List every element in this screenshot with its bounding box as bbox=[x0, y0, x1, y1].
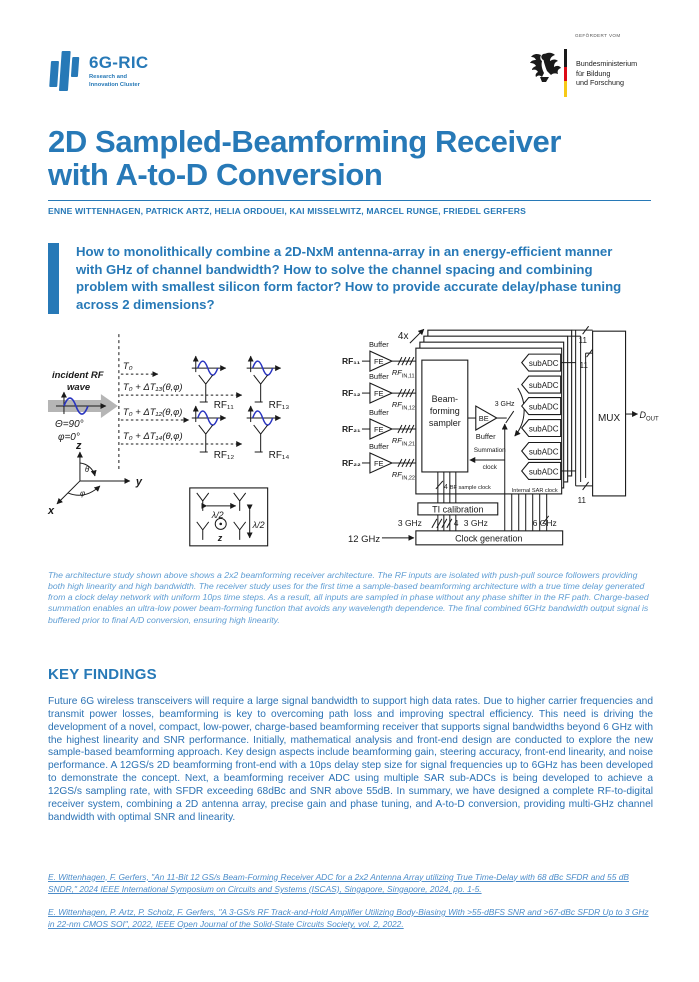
ti-calibration-block bbox=[417, 502, 497, 514]
summation-clock-label-2: clock bbox=[482, 463, 497, 471]
antenna-label-rf12: RF₁₂ bbox=[213, 449, 235, 461]
dout-label-base: D bbox=[639, 409, 646, 420]
bus-width-label-1: 11 bbox=[578, 335, 587, 345]
buffer-label-4: Buffer bbox=[368, 441, 389, 451]
bmbf-funding-logo bbox=[527, 33, 655, 99]
subadc-label-6: subADC bbox=[528, 466, 559, 476]
accent-bar bbox=[48, 243, 59, 313]
axis-y-label: y bbox=[135, 475, 142, 488]
spacing-horizontal-label: λ/2 bbox=[211, 509, 224, 520]
clock-generation-block bbox=[348, 530, 563, 544]
antenna-rf14 bbox=[247, 406, 281, 452]
subadc-label-2: subADC bbox=[528, 380, 559, 390]
antenna-label-rf11: RF₁₁ bbox=[213, 399, 234, 411]
rf-input-label-12: RF₁₂ bbox=[341, 387, 361, 398]
sar-clock-label: Internal SAR clock bbox=[511, 487, 558, 494]
multiplier-arrow bbox=[409, 329, 423, 343]
be-buffer-label: Buffer bbox=[475, 431, 496, 441]
reference-clock-label: 12 GHz bbox=[347, 533, 380, 545]
buffer-label-2: Buffer bbox=[368, 371, 389, 381]
svg-text:RFIN,12 bbox=[391, 400, 414, 411]
switch-clock-label: 3 GHz bbox=[494, 400, 515, 408]
bf-clock-bus-label: 4 bbox=[443, 483, 448, 491]
sampler-label-3: sampler bbox=[428, 417, 461, 428]
sampler-label-2: forming bbox=[429, 405, 460, 416]
net-label-sub-3: IN,21 bbox=[401, 440, 415, 447]
reference-link-2[interactable]: E. Wittenhagen, P. Artz, P. Scholz, F. Gerfers, "A 3-GS/s RF Track-and-Hold Amplifier Utilizing Body-Biasing With >55-dBFS SNR and >67-dBc SFDR Up to 3 GHz in 22-nm CMOS SOI", 2022, IEEE Open Journal of the Solid-State Circuits Society, vol. 2, 2022. bbox=[48, 906, 649, 930]
phi-value-label: φ=0° bbox=[57, 431, 80, 443]
net-label-base-1: RF bbox=[391, 367, 402, 377]
antenna-rf12 bbox=[192, 406, 226, 452]
bus-width-label-2: 11 bbox=[579, 360, 588, 370]
fe-label-4: FE bbox=[373, 458, 384, 468]
page-title bbox=[48, 125, 651, 191]
reference-link-1[interactable]: E. Wittenhagen, F. Gerfers, "An 11-Bit 12 GS/s Beam-Forming Receiver ADC for a 2x2 Antenna Array utilizing True Time-Delay with 68 dBc SFDR and 55 dB SNDR," 2024 IEEE International Symposium on Circuits and Systems (ISCAS), Singapore, Singapore, 2024, pp. 1-5. bbox=[48, 871, 629, 894]
bf-clock-label: BF sample clock bbox=[449, 484, 491, 491]
delay-label-0: T₀ bbox=[122, 360, 133, 372]
delay-label-1: T₀ + ΔT₁₃(θ,φ) bbox=[122, 381, 183, 393]
theta-value-label: Θ=90° bbox=[54, 418, 84, 430]
subadc-label-3: subADC bbox=[528, 402, 559, 412]
funding-kicker: GEFÖRDERT VOM bbox=[575, 33, 621, 38]
incident-wave-label-2: wave bbox=[66, 381, 91, 393]
bus-width-label-3: 11 bbox=[577, 495, 586, 505]
input-channels bbox=[342, 340, 416, 481]
clock-bus-label: 4 bbox=[453, 517, 459, 528]
antenna-label-rf13: RF₁₃ bbox=[268, 399, 290, 411]
sampler-label-1: Beam- bbox=[431, 393, 458, 404]
brand-name: 6G-RIC bbox=[89, 53, 149, 72]
delay-label-3: T₀ + ΔT₁₄(θ,φ) bbox=[122, 430, 183, 442]
rf-input-label-11: RF₁₁ bbox=[341, 355, 360, 366]
mux-label: MUX bbox=[597, 412, 620, 424]
clock-generation-label: Clock generation bbox=[454, 532, 522, 543]
research-question-text: How to monolithically combine a 2D-NxM antenna-array in an energy-efficient manner with GHz of channel bandwidth? How to solve the channel spacing and combining problem with smallest silicon form factor? How to provide accurate delay/phase tuning across 2 dimensions? bbox=[76, 244, 622, 312]
key-findings-body: Future 6G wireless transceivers will require a large signal bandwidth to support high data rates. Due to higher carrier frequencies and transmit power losses, beamforming is key to overcoming path loss and improving spectral efficiency. This need is driving the development of a novel, compact, low-power, charge-based beamforming receiver that supports signal bandwidths beyond 6 GHz with the highest linearity and SNR performance. Initially, mathematical analysis and front-end design are conducted to explore the new sample-based beamforming approach. Key design aspects include beamforming gain, steering accuracy, front-end linearity, and noise performance. A 12GS/s 2D beamforming front-end with a 10ps delay step size for signal frequencies up to 6GHz has been developed to demonstrate the concept. Next, a beamforming receiver ADC using multiple SAR sub-ADCs is being developed to achieve a 12GS/s sampling rate, with SFDR exceeding 68dBc and SNR above 55dB. In summary, we have designed a complete RF-to-digital receiver system, combining a 2D antenna array, precise gain and phase tuning, and A-to-D conversion, providing multi-GHz channel bandwidth with optimal SNR and linearity. bbox=[48, 696, 653, 823]
subadc-label-4: subADC bbox=[528, 424, 559, 434]
figure-caption: The architecture study shown above shows a 2x2 beamforming receiver architecture. The RF inputs are isolated with push-pull source followers providing both high linearity and high bandwidth. The receiver study uses for the first time a sample-based beamforming architecture with a true time delay generated from a clock delay network with uniform 10ps time steps. As a result, all inputs are sampled in phase without any phase shifter in the RF path. Charge-based summation enables an ultra-low power beam-forming function that avoids any wavelength dependence. The final combined 6GHz bandwidth output signal is buffered prior to final A/D conversion, ensuring high linearity. bbox=[48, 569, 649, 625]
fe-label-3: FE bbox=[373, 424, 384, 434]
subadc-label-5: subADC bbox=[528, 446, 559, 456]
multiplier-label: 4x bbox=[397, 330, 408, 342]
dout-label-sub: OUT bbox=[645, 416, 659, 423]
key-findings-heading: KEY FINDINGS bbox=[48, 666, 157, 684]
net-label-base-2: RF bbox=[391, 399, 402, 409]
ministry-line-3: und Forschung bbox=[576, 78, 624, 88]
clock-rate-labels bbox=[397, 515, 556, 527]
net-label-sub-4: IN,22 bbox=[401, 474, 415, 481]
delay-label-2: T₀ + ΔT₁₂(θ,φ) bbox=[122, 406, 183, 418]
ministry-line-1: Bundesministerium bbox=[576, 59, 638, 68]
masthead bbox=[0, 0, 699, 99]
authors-line: ENNE WITTENHAGEN, PATRICK ARTZ, HELIA ORDOUEI, KAI MISSELWITZ, MARCEL RUNGE, FRIEDEL GERFERS bbox=[48, 206, 527, 217]
beamforming-sampler-block bbox=[421, 360, 467, 472]
6g-ric-logo-text bbox=[89, 47, 148, 89]
clock-label-6ghz: 6 GHz bbox=[532, 517, 557, 528]
buffer-label-3: Buffer bbox=[368, 407, 389, 417]
angle-theta-label: θ bbox=[84, 464, 90, 474]
mux-block bbox=[592, 331, 658, 496]
architecture-figure bbox=[40, 326, 699, 556]
axis-z-label: z bbox=[75, 439, 82, 452]
federal-eagle-icon bbox=[527, 47, 571, 99]
clock-label-3ghz-2: 3 GHz bbox=[463, 517, 488, 528]
antenna-array-diagram bbox=[40, 326, 340, 556]
buffer-label-1: Buffer bbox=[368, 339, 389, 349]
coordinate-axes bbox=[47, 439, 143, 516]
net-label-base-3: RF bbox=[391, 435, 402, 445]
receiver-block-diagram bbox=[340, 326, 699, 556]
rf-input-label-22: RF₂₂ bbox=[341, 457, 361, 468]
brand-subtitle-2: Innovation Cluster bbox=[89, 82, 140, 89]
svg-text:RFIN,11 bbox=[391, 368, 414, 379]
summation-clock-label-1: Summation bbox=[473, 446, 506, 454]
antenna-rf13 bbox=[247, 356, 281, 402]
subadc-label-1: subADC bbox=[528, 358, 559, 368]
svg-text:DOUT bbox=[639, 410, 658, 422]
clock-label-3ghz-1: 3 GHz bbox=[397, 517, 422, 528]
antenna-label-rf14: RF₁₄ bbox=[268, 449, 290, 461]
brand-subtitle-1: Research and bbox=[89, 74, 128, 80]
net-label-sub-2: IN,12 bbox=[401, 405, 415, 412]
fe-label-2: FE bbox=[373, 388, 384, 398]
svg-text:RFIN,21 bbox=[391, 435, 414, 446]
be-label: BE bbox=[478, 413, 489, 423]
6g-ric-logo bbox=[48, 47, 148, 91]
rf-input-label-21: RF₂₁ bbox=[341, 423, 361, 434]
ministry-name bbox=[576, 47, 637, 88]
title-line-2: with A-to-D Conversion bbox=[48, 157, 383, 193]
references-section bbox=[48, 871, 651, 931]
antenna-spacing-inset bbox=[190, 487, 268, 545]
angle-phi-label: φ bbox=[79, 488, 86, 498]
spacing-vertical-label: λ/2 bbox=[252, 519, 265, 530]
incident-wave-label-1: incident RF bbox=[51, 369, 104, 381]
antenna-elements bbox=[192, 356, 290, 461]
spacing-z-label: z bbox=[217, 532, 223, 543]
svg-text:RFIN,22 bbox=[391, 469, 414, 480]
axis-x-label: x bbox=[47, 504, 55, 517]
fe-label-1: FE bbox=[373, 356, 384, 366]
net-label-sub-1: IN,11 bbox=[401, 373, 415, 380]
6g-ric-logo-icon bbox=[48, 47, 82, 91]
title-line-1: 2D Sampled-Beamforming Receiver bbox=[48, 124, 562, 159]
incident-wave-arrow bbox=[48, 392, 118, 418]
ministry-line-2: für Bildung bbox=[576, 68, 611, 78]
research-question-block bbox=[48, 243, 651, 313]
net-label-base-4: RF bbox=[391, 469, 402, 479]
ti-calibration-label: TI calibration bbox=[431, 503, 484, 514]
title-divider bbox=[48, 200, 651, 201]
